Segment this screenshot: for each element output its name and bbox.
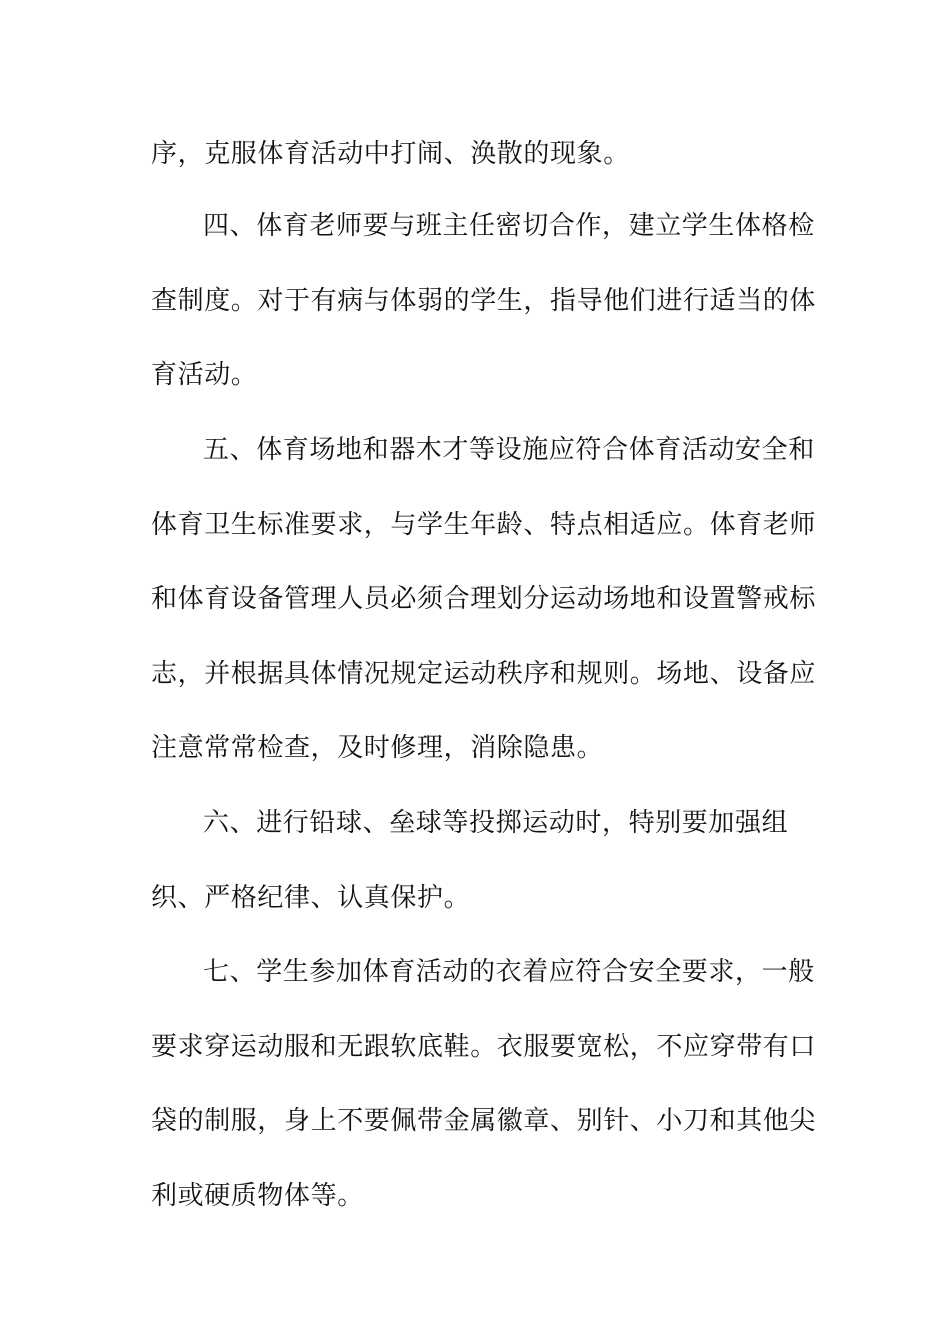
text-line: 织、严格纪律、认真保护。 <box>151 883 471 913</box>
text-line: 和体育设备管理人员必须合理划分运动场地和设置警戒标 <box>151 584 817 614</box>
text-line: 要求穿运动服和无跟软底鞋。衣服要宽松，不应穿带有口 <box>151 1032 817 1062</box>
text-line: 查制度。对于有病与体弱的学生，指导他们进行适当的体 <box>151 286 817 316</box>
text-line: 利或硬质物体等。 <box>151 1181 364 1211</box>
paragraph-7-line: 七、学生参加体育活动的衣着应符合安全要求，一般 <box>203 957 815 987</box>
text-line: 体育卫生标准要求，与学生年龄、特点相适应。体育老师 <box>151 510 817 540</box>
text-line: 序，克服体育活动中打闹、涣散的现象。 <box>151 139 630 169</box>
paragraph-5-line: 五、体育场地和器木才等设施应符合体育活动安全和 <box>203 435 815 465</box>
text-line: 志，并根据具体情况规定运动秩序和规则。场地、设备应 <box>151 659 817 689</box>
paragraph-4-line: 四、体育老师要与班主任密切合作，建立学生体格检 <box>203 211 815 241</box>
paragraph-6-line: 六、进行铅球、垒球等投掷运动时，特别要加强组 <box>203 808 789 838</box>
text-line: 袋的制服，身上不要佩带金属徽章、别针、小刀和其他尖 <box>151 1106 817 1136</box>
text-line: 注意常常检查，及时修理，消除隐患。 <box>151 733 604 763</box>
text-line: 育活动。 <box>151 360 258 390</box>
